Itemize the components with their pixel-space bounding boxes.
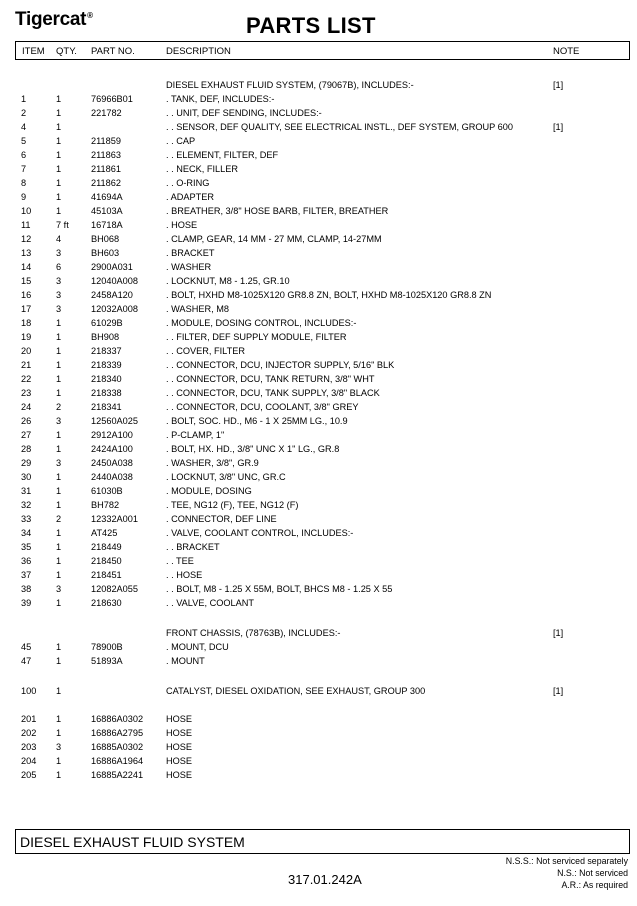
table-row bbox=[0, 686, 637, 700]
cell-description: . . UNIT, DEF SENDING, INCLUDES:- bbox=[166, 108, 322, 118]
cell-quantity: 1 bbox=[56, 756, 62, 766]
cell-description: . BOLT, HXHD M8-1025X120 GR8.8 ZN, BOLT, HXHD M8-1025X120 GR8.8 ZN bbox=[166, 290, 492, 300]
cell-description: . P-CLAMP, 1" bbox=[166, 430, 225, 440]
cell-item-number: 11 bbox=[21, 220, 31, 230]
cell-quantity: 1 bbox=[56, 346, 62, 356]
column-header-description: DESCRIPTION bbox=[166, 46, 231, 57]
cell-quantity: 1 bbox=[56, 770, 62, 780]
cell-description: . WASHER bbox=[166, 262, 212, 272]
table-row bbox=[0, 628, 637, 642]
cell-description: . . ELEMENT, FILTER, DEF bbox=[166, 150, 279, 160]
cell-quantity: 1 bbox=[56, 122, 62, 132]
table-row bbox=[0, 220, 637, 234]
document-number: 317.01.242A bbox=[288, 872, 362, 887]
cell-description: . LOCKNUT, 3/8" UNC, GR.C bbox=[166, 472, 286, 482]
cell-item-number: 37 bbox=[21, 570, 32, 580]
cell-description: . MODULE, DOSING bbox=[166, 486, 252, 496]
cell-quantity: 1 bbox=[56, 570, 62, 580]
cell-item-number: 45 bbox=[21, 642, 32, 652]
cell-item-number: 39 bbox=[21, 598, 32, 608]
cell-description: . . COVER, FILTER bbox=[166, 346, 245, 356]
cell-quantity: 1 bbox=[56, 318, 62, 328]
table-row bbox=[0, 770, 637, 784]
cell-part-number: 76966B01 bbox=[91, 94, 133, 104]
cell-quantity: 1 bbox=[56, 598, 62, 608]
table-row bbox=[0, 756, 637, 770]
cell-quantity: 1 bbox=[56, 178, 62, 188]
cell-description: . . CONNECTOR, DCU, TANK RETURN, 3/8" WHT bbox=[166, 374, 375, 384]
table-row bbox=[0, 656, 637, 670]
table-row bbox=[0, 472, 637, 486]
cell-item-number: 100 bbox=[21, 686, 37, 696]
cell-part-number: BH603 bbox=[91, 248, 120, 258]
table-row bbox=[0, 80, 637, 94]
legend-nss: N.S.S.: Not serviced separately bbox=[505, 856, 628, 866]
cell-item-number: 29 bbox=[21, 458, 32, 468]
cell-quantity: 3 bbox=[56, 584, 62, 594]
table-row bbox=[0, 374, 637, 388]
brand-name: Tigercat bbox=[15, 9, 87, 30]
cell-part-number: 211863 bbox=[91, 150, 121, 160]
cell-description: HOSE bbox=[166, 770, 193, 780]
cell-description: . VALVE, COOLANT CONTROL, INCLUDES:- bbox=[166, 528, 354, 538]
cell-item-number: 20 bbox=[21, 346, 32, 356]
cell-quantity: 3 bbox=[56, 742, 62, 752]
cell-quantity: 1 bbox=[56, 528, 62, 538]
cell-quantity: 1 bbox=[56, 542, 62, 552]
table-row bbox=[0, 262, 637, 276]
table-row bbox=[0, 598, 637, 612]
cell-item-number: 38 bbox=[21, 584, 32, 594]
cell-description: . . CONNECTOR, DCU, COOLANT, 3/8" GREY bbox=[166, 402, 359, 412]
column-header-qty: QTY. bbox=[56, 46, 77, 57]
cell-description: . BOLT, SOC. HD., M6 - 1 X 25MM LG., 10.9 bbox=[166, 416, 348, 426]
table-row bbox=[0, 360, 637, 374]
cell-part-number: 61029B bbox=[91, 318, 123, 328]
cell-note: [1] bbox=[553, 628, 564, 638]
section-title: DIESEL EXHAUST FLUID SYSTEM bbox=[20, 834, 245, 850]
cell-item-number: 202 bbox=[21, 728, 37, 738]
cell-item-number: 205 bbox=[21, 770, 37, 780]
table-row bbox=[0, 742, 637, 756]
column-header-item: ITEM bbox=[22, 46, 45, 57]
cell-quantity: 1 bbox=[56, 136, 62, 146]
column-header-part-no: PART NO. bbox=[91, 46, 135, 57]
cell-quantity: 1 bbox=[56, 656, 62, 666]
cell-description: . MODULE, DOSING CONTROL, INCLUDES:- bbox=[166, 318, 357, 328]
table-row bbox=[0, 234, 637, 248]
cell-part-number: 2424A100 bbox=[91, 444, 133, 454]
cell-part-number: 2458A120 bbox=[91, 290, 133, 300]
table-row bbox=[0, 304, 637, 318]
cell-quantity: 4 bbox=[56, 234, 62, 244]
cell-item-number: 22 bbox=[21, 374, 32, 384]
cell-part-number: 16885A2241 bbox=[91, 770, 144, 780]
table-row bbox=[0, 542, 637, 556]
cell-item-number: 19 bbox=[21, 332, 32, 342]
cell-description: . TEE, NG12 (F), TEE, NG12 (F) bbox=[166, 500, 299, 510]
cell-description: . TANK, DEF, INCLUDES:- bbox=[166, 94, 275, 104]
cell-part-number: 218337 bbox=[91, 346, 122, 356]
table-row bbox=[0, 458, 637, 472]
cell-part-number: BH782 bbox=[91, 500, 120, 510]
legend-ns: N.S.: Not serviced bbox=[557, 868, 628, 878]
cell-description: . . BOLT, M8 - 1.25 X 55M, BOLT, BHCS M8 - 1.25 X 55 bbox=[166, 584, 393, 594]
cell-description: . WASHER, 3/8", GR.9 bbox=[166, 458, 259, 468]
cell-description: . . NECK, FILLER bbox=[166, 164, 238, 174]
table-row bbox=[0, 388, 637, 402]
page-title: PARTS LIST bbox=[246, 13, 376, 38]
cell-part-number: 16886A1964 bbox=[91, 756, 144, 766]
cell-item-number: 2 bbox=[21, 108, 27, 118]
cell-item-number: 26 bbox=[21, 416, 32, 426]
cell-item-number: 13 bbox=[21, 248, 32, 258]
cell-quantity: 1 bbox=[56, 642, 62, 652]
cell-description: . CONNECTOR, DEF LINE bbox=[166, 514, 277, 524]
cell-item-number: 17 bbox=[21, 304, 32, 314]
cell-part-number: 78900B bbox=[91, 642, 123, 652]
cell-item-number: 47 bbox=[21, 656, 32, 666]
cell-item-number: 16 bbox=[21, 290, 32, 300]
cell-part-number: 45103A bbox=[91, 206, 123, 216]
cell-quantity: 1 bbox=[56, 206, 62, 216]
cell-item-number: 23 bbox=[21, 388, 32, 398]
cell-description: CATALYST, DIESEL OXIDATION, SEE EXHAUST, GROUP 300 bbox=[166, 686, 426, 696]
legend-ar: A.R.: As required bbox=[561, 880, 628, 890]
table-row bbox=[0, 486, 637, 500]
cell-description: . . CAP bbox=[166, 136, 196, 146]
cell-item-number: 5 bbox=[21, 136, 27, 146]
cell-part-number: 218341 bbox=[91, 402, 122, 412]
cell-description: . . O-RING bbox=[166, 178, 210, 188]
table-row bbox=[0, 556, 637, 570]
cell-part-number: 12040A008 bbox=[91, 276, 139, 286]
cell-description: . . TEE bbox=[166, 556, 194, 566]
cell-description: . . SENSOR, DEF QUALITY, SEE ELECTRICAL INSTL., DEF SYSTEM, GROUP 600 bbox=[166, 122, 514, 132]
table-row bbox=[0, 514, 637, 528]
cell-item-number: 21 bbox=[21, 360, 32, 370]
cell-item-number: 36 bbox=[21, 556, 32, 566]
cell-description: FRONT CHASSIS, (78763B), INCLUDES:- bbox=[166, 628, 341, 638]
cell-description: . . CONNECTOR, DCU, TANK SUPPLY, 3/8" BLACK bbox=[166, 388, 380, 398]
cell-quantity: 1 bbox=[56, 444, 62, 454]
cell-description: . BREATHER, 3/8" HOSE BARB, FILTER, BREATHER bbox=[166, 206, 389, 216]
cell-description: HOSE bbox=[166, 742, 193, 752]
cell-description: . . FILTER, DEF SUPPLY MODULE, FILTER bbox=[166, 332, 347, 342]
brand-logo bbox=[15, 9, 93, 31]
table-row bbox=[0, 150, 637, 164]
cell-description: HOSE bbox=[166, 728, 193, 738]
cell-quantity: 1 bbox=[56, 556, 62, 566]
cell-part-number: 12332A001 bbox=[91, 514, 139, 524]
cell-part-number: 218451 bbox=[91, 570, 122, 580]
cell-description: . . BRACKET bbox=[166, 542, 220, 552]
cell-quantity: 3 bbox=[56, 276, 62, 286]
abbreviation-legend bbox=[506, 855, 628, 891]
cell-part-number: 61030B bbox=[91, 486, 123, 496]
cell-item-number: 8 bbox=[21, 178, 27, 188]
cell-part-number: 211862 bbox=[91, 178, 121, 188]
table-row bbox=[0, 430, 637, 444]
cell-item-number: 34 bbox=[21, 528, 32, 538]
cell-part-number: 211859 bbox=[91, 136, 121, 146]
cell-description: . BRACKET bbox=[166, 248, 215, 258]
cell-quantity: 3 bbox=[56, 248, 62, 258]
table-row bbox=[0, 570, 637, 584]
cell-part-number: 16886A2795 bbox=[91, 728, 144, 738]
cell-item-number: 18 bbox=[21, 318, 32, 328]
cell-part-number: 218340 bbox=[91, 374, 122, 384]
cell-item-number: 1 bbox=[21, 94, 27, 104]
cell-item-number: 35 bbox=[21, 542, 32, 552]
cell-part-number: 12560A025 bbox=[91, 416, 139, 426]
cell-quantity: 1 bbox=[56, 164, 62, 174]
cell-note: [1] bbox=[553, 80, 564, 90]
cell-description: . ADAPTER bbox=[166, 192, 214, 202]
table-row bbox=[0, 122, 637, 136]
table-row bbox=[0, 500, 637, 514]
cell-part-number: 16718A bbox=[91, 220, 123, 230]
table-row bbox=[0, 192, 637, 206]
column-header-note: NOTE bbox=[553, 46, 580, 57]
cell-description: . MOUNT bbox=[166, 656, 205, 666]
cell-part-number: 51893A bbox=[91, 656, 123, 666]
cell-quantity: 1 bbox=[56, 486, 62, 496]
cell-description: . . HOSE bbox=[166, 570, 203, 580]
cell-description: . MOUNT, DCU bbox=[166, 642, 229, 652]
cell-item-number: 201 bbox=[21, 714, 37, 724]
table-row bbox=[0, 528, 637, 542]
cell-part-number: 218450 bbox=[91, 556, 122, 566]
table-row bbox=[0, 276, 637, 290]
cell-quantity: 1 bbox=[56, 686, 62, 696]
cell-description: . WASHER, M8 bbox=[166, 304, 229, 314]
cell-item-number: 31 bbox=[21, 486, 32, 496]
cell-item-number: 30 bbox=[21, 472, 32, 482]
table-row bbox=[0, 728, 637, 742]
cell-description: . HOSE bbox=[166, 220, 198, 230]
cell-description: . BOLT, HX. HD., 3/8" UNC X 1" LG., GR.8 bbox=[166, 444, 340, 454]
table-row bbox=[0, 248, 637, 262]
registered-mark: ® bbox=[87, 11, 93, 20]
cell-item-number: 9 bbox=[21, 192, 27, 202]
cell-quantity: 1 bbox=[56, 374, 62, 384]
cell-description: HOSE bbox=[166, 714, 193, 724]
table-row bbox=[0, 416, 637, 430]
cell-part-number: 2440A038 bbox=[91, 472, 133, 482]
table-row bbox=[0, 290, 637, 304]
cell-item-number: 12 bbox=[21, 234, 32, 244]
cell-part-number: 41694A bbox=[91, 192, 123, 202]
cell-part-number: 218630 bbox=[91, 598, 122, 608]
cell-quantity: 1 bbox=[56, 192, 62, 202]
cell-item-number: 4 bbox=[21, 122, 27, 132]
cell-item-number: 15 bbox=[21, 276, 32, 286]
cell-part-number: 2900A031 bbox=[91, 262, 133, 272]
cell-item-number: 33 bbox=[21, 514, 32, 524]
cell-item-number: 10 bbox=[21, 206, 32, 216]
cell-part-number: 16885A0302 bbox=[91, 742, 144, 752]
cell-part-number: 2450A038 bbox=[91, 458, 133, 468]
cell-quantity: 1 bbox=[56, 108, 62, 118]
cell-quantity: 1 bbox=[56, 500, 62, 510]
cell-quantity: 3 bbox=[56, 290, 62, 300]
cell-description: . CLAMP, GEAR, 14 MM - 27 MM, CLAMP, 14-27MM bbox=[166, 234, 382, 244]
cell-part-number: 218339 bbox=[91, 360, 122, 370]
cell-item-number: 32 bbox=[21, 500, 32, 510]
cell-item-number: 14 bbox=[21, 262, 32, 272]
cell-note: [1] bbox=[553, 122, 564, 132]
table-row bbox=[0, 318, 637, 332]
table-row bbox=[0, 164, 637, 178]
cell-quantity: 1 bbox=[56, 430, 62, 440]
cell-quantity: 1 bbox=[56, 728, 62, 738]
table-row bbox=[0, 136, 637, 150]
cell-quantity: 3 bbox=[56, 416, 62, 426]
cell-quantity: 3 bbox=[56, 458, 62, 468]
cell-part-number: 2912A100 bbox=[91, 430, 133, 440]
cell-quantity: 1 bbox=[56, 472, 62, 482]
table-row bbox=[0, 346, 637, 360]
cell-part-number: 16886A0302 bbox=[91, 714, 144, 724]
cell-part-number: 221782 bbox=[91, 108, 122, 118]
cell-quantity: 1 bbox=[56, 714, 62, 724]
cell-quantity: 7 ft bbox=[56, 220, 69, 230]
table-row bbox=[0, 206, 637, 220]
table-row bbox=[0, 108, 637, 122]
cell-item-number: 24 bbox=[21, 402, 32, 412]
table-row bbox=[0, 444, 637, 458]
cell-note: [1] bbox=[553, 686, 564, 696]
cell-item-number: 27 bbox=[21, 430, 32, 440]
cell-part-number: BH068 bbox=[91, 234, 120, 244]
cell-description: . . VALVE, COOLANT bbox=[166, 598, 254, 608]
cell-part-number: 211861 bbox=[91, 164, 121, 174]
table-header bbox=[15, 41, 630, 60]
cell-quantity: 1 bbox=[56, 94, 62, 104]
cell-quantity: 3 bbox=[56, 304, 62, 314]
table-row bbox=[0, 584, 637, 598]
cell-description: DIESEL EXHAUST FLUID SYSTEM, (79067B), INCLUDES:- bbox=[166, 80, 414, 90]
cell-item-number: 203 bbox=[21, 742, 37, 752]
table-row bbox=[0, 178, 637, 192]
cell-part-number: 12082A055 bbox=[91, 584, 139, 594]
cell-quantity: 2 bbox=[56, 402, 62, 412]
cell-part-number: 218449 bbox=[91, 542, 122, 552]
table-row bbox=[0, 642, 637, 656]
cell-part-number: AT425 bbox=[91, 528, 118, 538]
cell-quantity: 2 bbox=[56, 514, 62, 524]
section-title-box bbox=[15, 829, 630, 854]
cell-item-number: 204 bbox=[21, 756, 37, 766]
table-row bbox=[0, 94, 637, 108]
cell-description: . . CONNECTOR, DCU, INJECTOR SUPPLY, 5/16" BLK bbox=[166, 360, 395, 370]
table-row bbox=[0, 714, 637, 728]
cell-item-number: 7 bbox=[21, 164, 27, 174]
cell-part-number: BH908 bbox=[91, 332, 120, 342]
cell-quantity: 1 bbox=[56, 332, 62, 342]
cell-item-number: 28 bbox=[21, 444, 32, 454]
cell-description: HOSE bbox=[166, 756, 193, 766]
cell-quantity: 6 bbox=[56, 262, 62, 272]
cell-quantity: 1 bbox=[56, 150, 62, 160]
cell-item-number: 6 bbox=[21, 150, 27, 160]
table-row bbox=[0, 332, 637, 346]
cell-part-number: 218338 bbox=[91, 388, 122, 398]
cell-description: . LOCKNUT, M8 - 1.25, GR.10 bbox=[166, 276, 290, 286]
cell-quantity: 1 bbox=[56, 360, 62, 370]
cell-part-number: 12032A008 bbox=[91, 304, 139, 314]
cell-quantity: 1 bbox=[56, 388, 62, 398]
table-row bbox=[0, 402, 637, 416]
